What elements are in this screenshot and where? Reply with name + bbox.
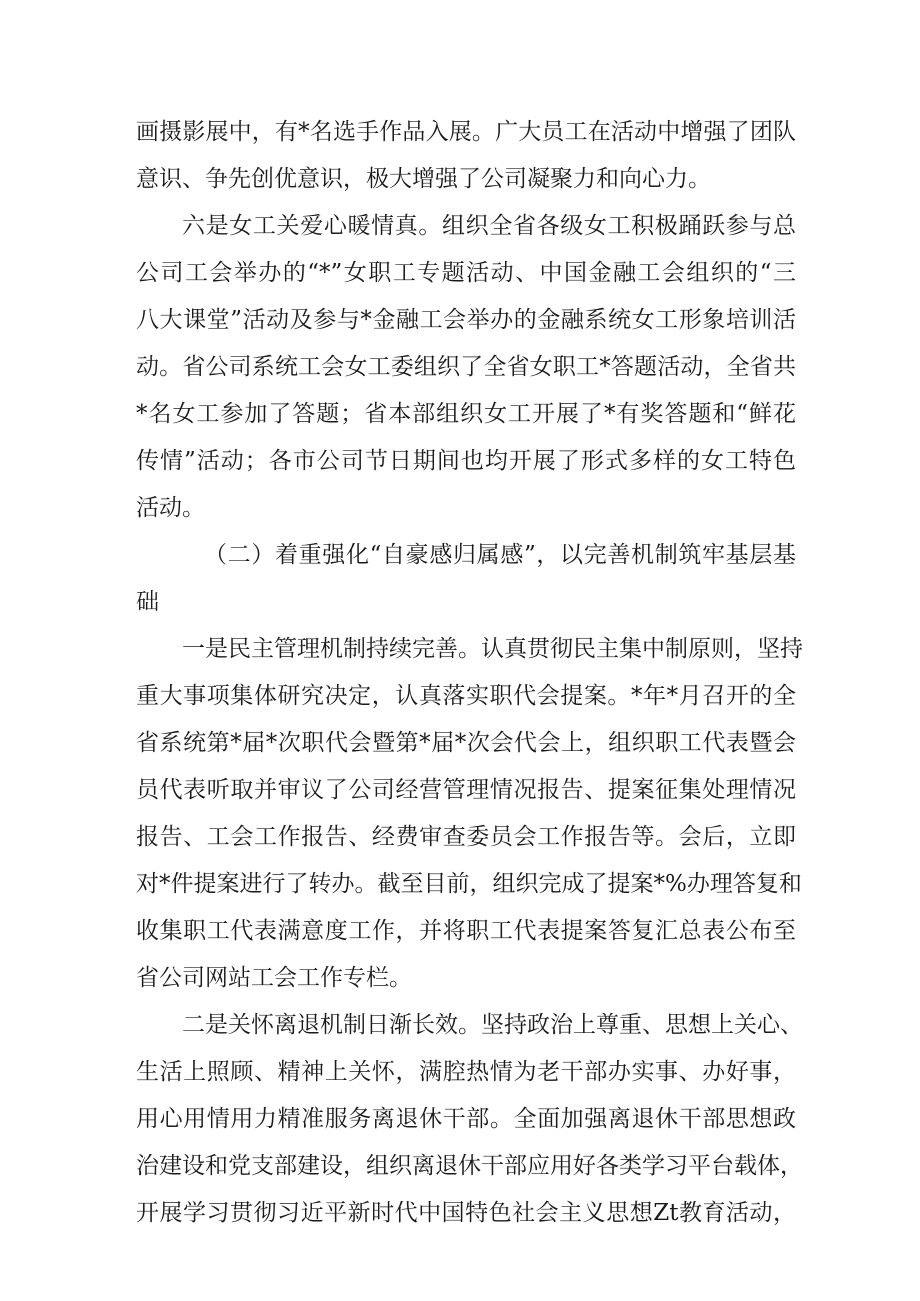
text-line: 画摄影展中，有*名选手作品入展。广大员工在活动中增强了团队 [136, 119, 796, 145]
text-line: 用心用情用力精准服务离退休干部。全面加强离退休干部思想政 [136, 1106, 796, 1132]
text-line: 意识、争先创优意识，极大增强了公司凝聚力和向心力。 [136, 166, 711, 192]
text-line: 活动。 [136, 495, 205, 521]
section-heading-continued: 础 [136, 589, 159, 615]
paragraph-first-line: 二是关怀离退机制日渐长效。坚持政治上尊重、思想上关心、 [182, 1012, 803, 1038]
text-line: 员代表听取并审议了公司经营管理情况报告、提案征集处理情况 [136, 777, 796, 803]
text-line: 省公司网站工会工作专栏。 [136, 965, 412, 991]
paragraph-first-line: 一是民主管理机制持续完善。认真贯彻民主集中制原则，坚持 [182, 636, 803, 662]
text-line: 治建设和党支部建设，组织离退休干部应用好各类学习平台载体， [136, 1153, 803, 1179]
text-line: 对*件提案进行了转办。截至目前，组织完成了提案*%办理答复和 [136, 871, 802, 897]
text-line: 重大事项集体研究决定，认真落实职代会提案。*年*月召开的全 [136, 683, 796, 709]
paragraph-first-line: 六是女工关爱心暖情真。组织全省各级女工积极踊跃参与总 [182, 213, 796, 239]
text-line: 公司工会举办的“*”女职工专题活动、中国金融工会组织的“三 [136, 260, 796, 286]
text-line: 八大课堂”活动及参与*金融工会举办的金融系统女工形象培训活 [136, 307, 796, 333]
text-line: 报告、工会工作报告、经费审查委员会工作报告等。会后，立即 [136, 824, 796, 850]
text-line: 省系统第*届*次职代会暨第*届*次会代会上，组织职工代表暨会 [136, 730, 796, 756]
text-line: 生活上照顾、精神上关怀，满腔热情为老干部办实事、办好事， [136, 1059, 796, 1085]
text-line: 开展学习贯彻习近平新时代中国特色社会主义思想Zt教育活动， [136, 1200, 796, 1226]
section-heading: （二）着重强化“自豪感归属感”，以完善机制筑牢基层基 [204, 542, 796, 568]
text-line: 传情”活动；各市公司节日期间也均开展了形式多样的女工特色 [136, 448, 796, 474]
text-line: 动。省公司系统工会女工委组织了全省女职工*答题活动，全省共 [136, 354, 796, 380]
text-line: *名女工参加了答题；省本部组织女工开展了*有奖答题和“鲜花 [136, 401, 796, 427]
text-line: 收集职工代表满意度工作，并将职工代表提案答复汇总表公布至 [136, 918, 796, 944]
